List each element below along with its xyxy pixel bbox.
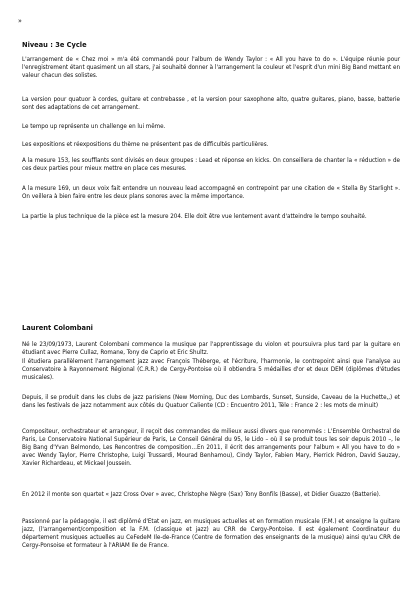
paragraph-tempo: Le tempo up représente un challenge en lui même. <box>22 123 166 130</box>
corner-mark: » <box>18 17 22 25</box>
paragraph-quartet: En 2012 il monte son quartet « Jazz Cross Over » avec, Christophe Nègre (Sax) Tony Bonfils (Basse), et Didier Guazzo (Batterie). <box>22 491 381 498</box>
section-heading-level: Niveau : 3e Cycle <box>22 40 87 49</box>
paragraph-expositions: Les expositions et réexpositions du thème ne présentent pas de difficultés particulières. <box>22 141 269 148</box>
paragraph-arrangement-intro: L'arrangement de « Chez moi » m'a été commandé pour l'album de Wendy Taylor : « All you have to do ». L'équipe réunie pour l'enregistrement étant quasiment un all stars, j'ai souhaité donner à l'arrangement la couleur et l'esprit d'un mini Big Band mettant en valeur chacun des solistes. <box>22 56 400 80</box>
paragraph-composer: Compositeur, orchestrateur et arrangeur, il reçoit des commandes de milieux aussi divers que renommés : L'Ensemble Orchestral de Paris, Le Conservatoire National Supérieur de Paris, Le Conseil Général du 95, le Lido – où il se produit tous les soir depuis 2010 –, le Big Bang d'Yvan Belmondo, Les Rencontres de composition…En 2011, il écrit des arrangements pour l'album « All you have to do » avec Wendy Taylor, Pierre Christophe, Luigi Trussardi, Mourad Benhamou), Cindy Taylor, Fabien Mary, Pierrick Pédron, David Sauzay, Xavier Richardeau, et Mickael Joussein. <box>22 428 400 468</box>
paragraph-measure-169: A la mesure 169, un deux voix fait entendre un nouveau lead accompagné en contrepoint par une citation de « Stella By Starlight ». On veillera à bien faire entre les deux plans sonores avec la même importance. <box>22 185 400 201</box>
paragraph-measure-153: A la mesure 153, les soufflants sont divisés en deux groupes : Lead et réponse en kicks. On conseillera de chanter la « réduction » de ces deux parties pour mieux mettre en place ces mesures. <box>22 157 400 173</box>
paragraph-measure-204: La partie la plus technique de la pièce est la mesure 204. Elle doit être vue lentement avant d'atteindre le tempo souhaité. <box>22 213 367 220</box>
paragraph-birth: Né le 23/09/1973, Laurent Colombani commence la musique par l'apprentissage du violon et poursuivra plus tard par la guitare en étudiant avec Pierre Cullaz, Romane, Tony de Caprio et Eric Shultz. <box>22 341 400 357</box>
paragraph-studies: Il étudiera parallèlement l'arrangement jazz avec François Théberge, et l'écriture, l'harmonie, le contrepoint ainsi que l'analyse au Conservatoire à Rayonnement Régional (C.R.R.) de Cergy-Pontoise où il obtiendra 5 médailles d'or et deux DEM (diplômes d'études musicales). <box>22 358 400 382</box>
paragraph-pedagogy: Passionné par la pédagogie, il est diplômé d'Etat en jazz, en musiques actuelles et en formation musicale (F.M.) et enseigne la guitare jazz, (l'arrangement/composition et la F.M. (classique et jazz) au CRR de Cergy-Pontoise. Il est également Coordinateur du département musiques actuelles au CeFedeM Ile-de-France (Centre de formation des enseignants de la musique) ainsi qu'au CRR de Cergy-Ponsoise et formateur à l'ARIAM Ile de France. <box>22 518 400 550</box>
paragraph-clubs: Depuis, il se produit dans les clubs de jazz parisiens (New Morning, Duc des Lombards, Sunset, Sunside, Caveau de la Huchette,,) et dans les festivals de jazz notamment aux côtés du Quatuor Caliente (CD : Encuentro 2011, Téle : France 2 : les mots de minuit) <box>22 394 400 410</box>
section-heading-biography: Laurent Colombani <box>22 323 93 332</box>
paragraph-versions: La version pour quatuor à cordes, guitare et contrebasse , et la version pour saxophone alto, quatre guitares, piano, basse, batterie sont des adaptations de cet arrangement. <box>22 96 400 112</box>
